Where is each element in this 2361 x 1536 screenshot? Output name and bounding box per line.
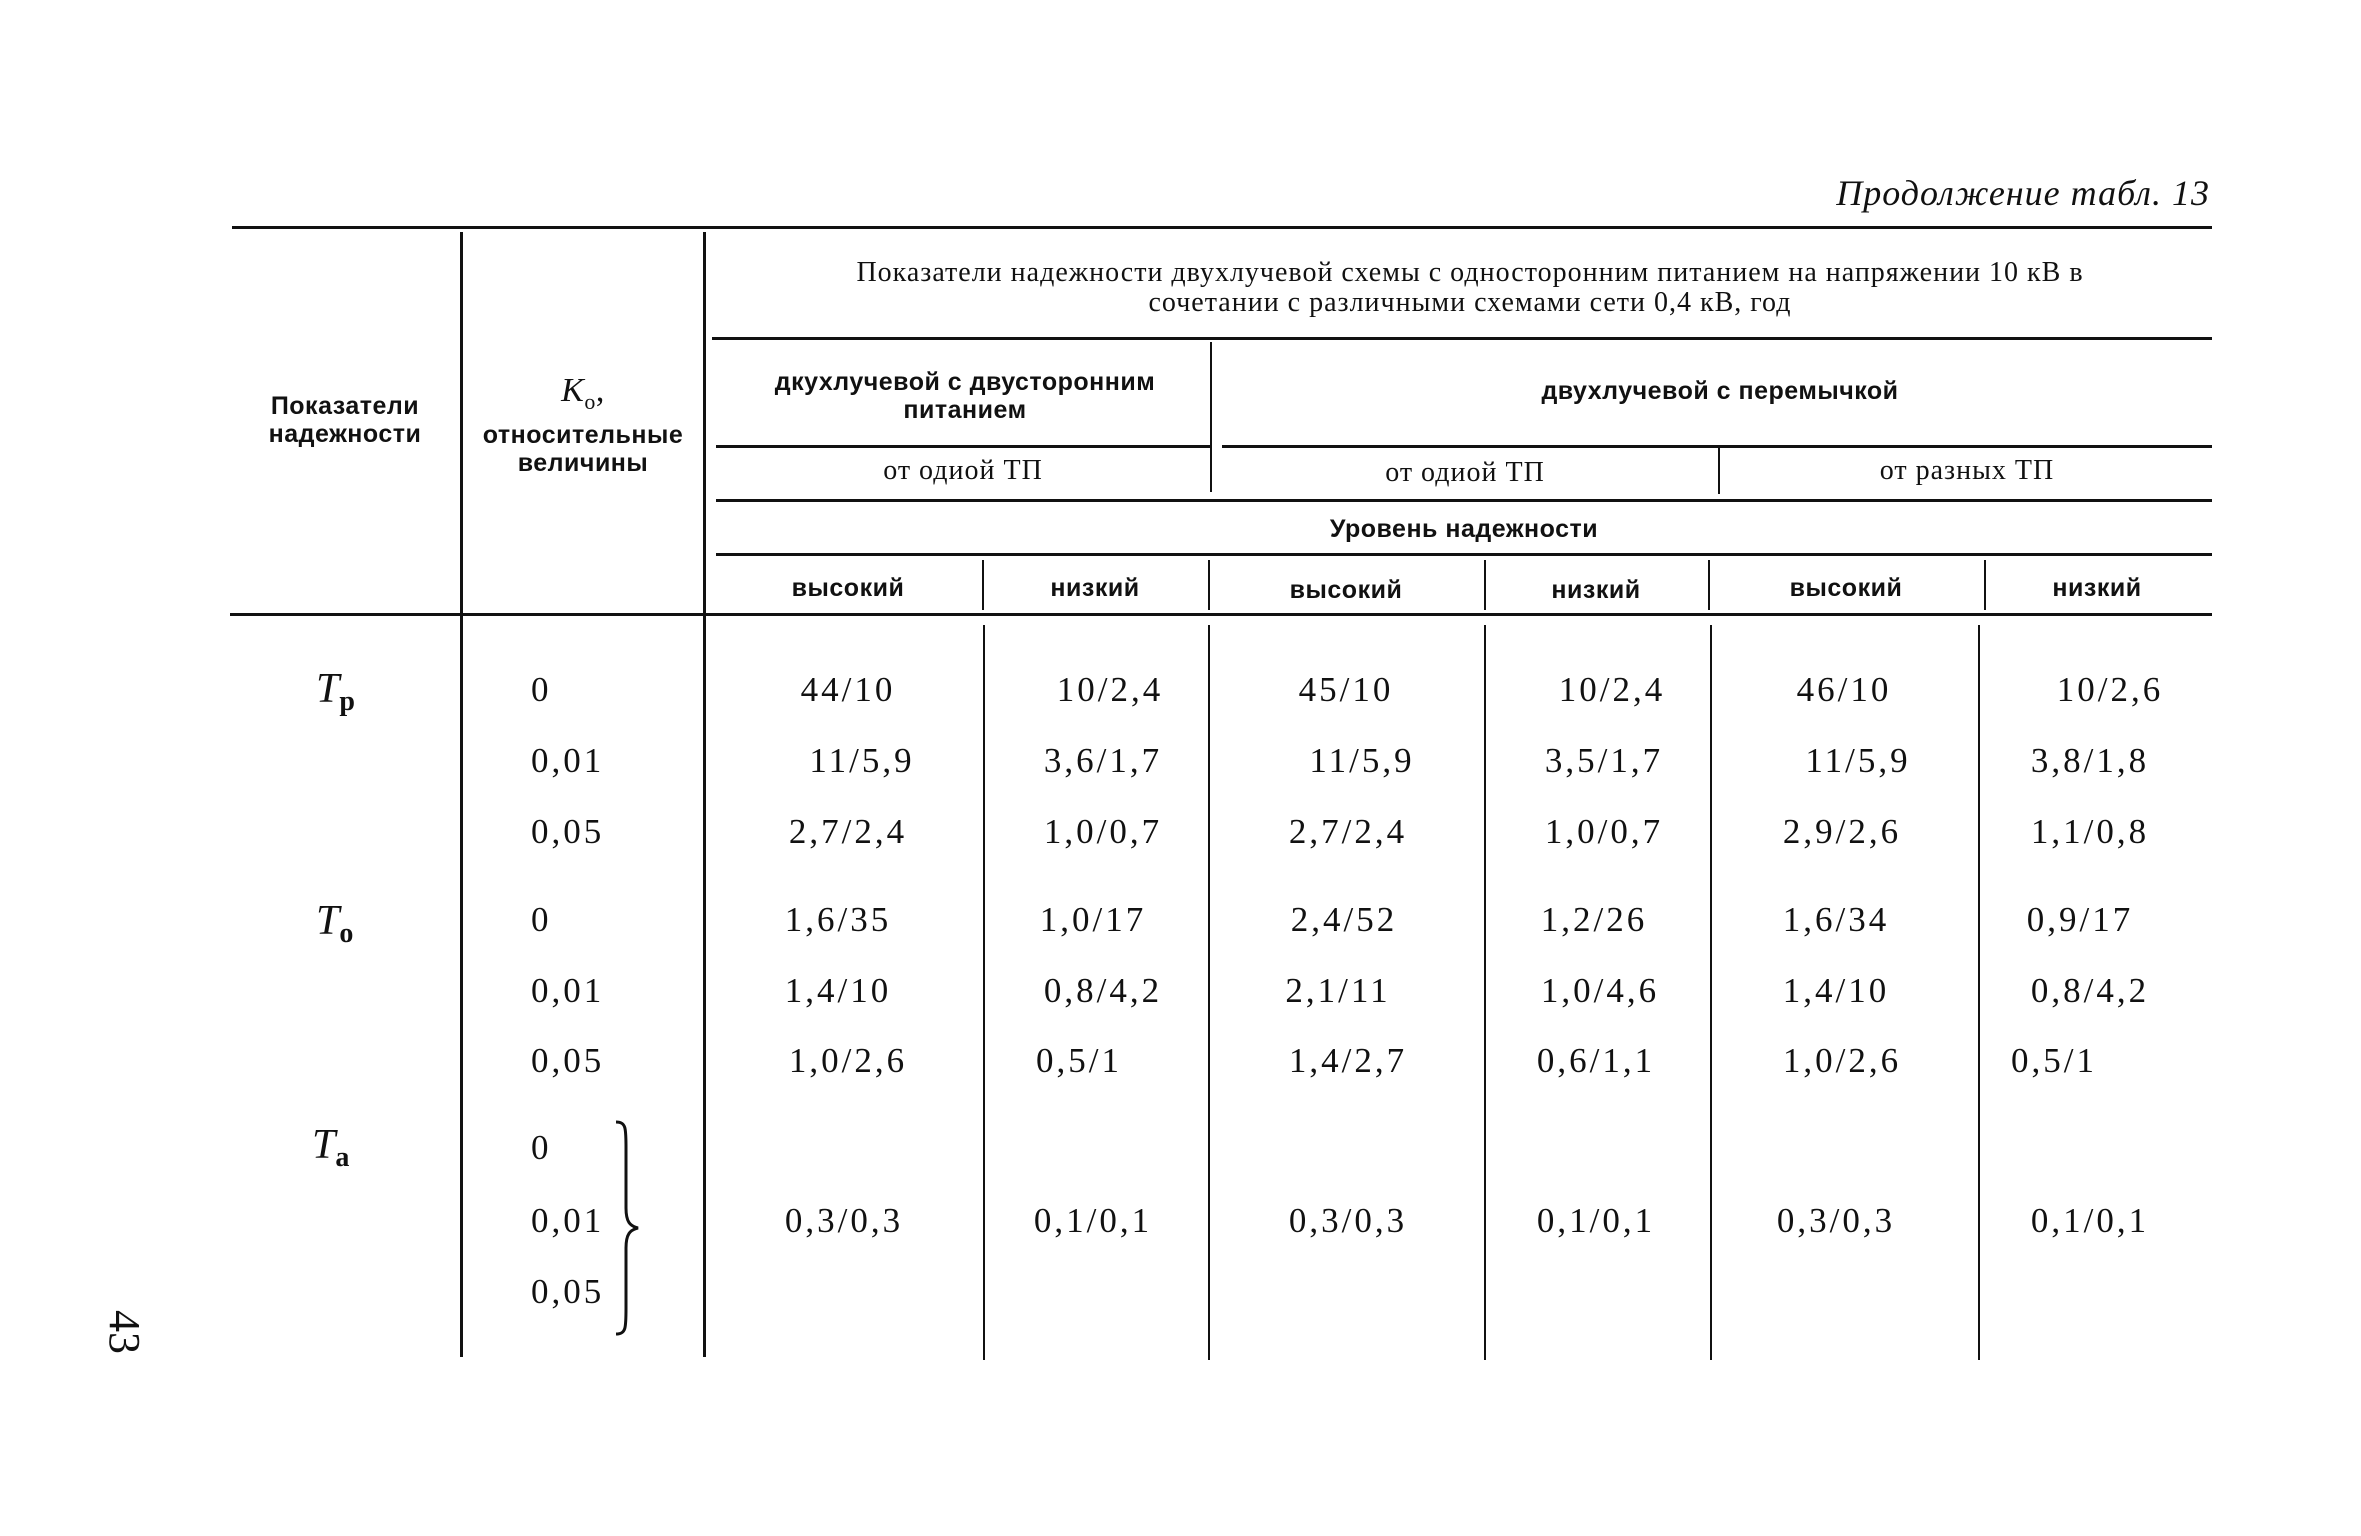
table-cell: 1,6/34: [1782, 900, 1890, 939]
table-caption: Продолжение табл. 13: [1836, 173, 2210, 213]
table-cell: 2,9/2,6: [1782, 812, 1902, 851]
table-cell: 1,0/4,6: [1540, 971, 1660, 1010]
table-cell: 0,8/4,2: [2030, 971, 2150, 1010]
table-cell: 44/10: [800, 670, 896, 709]
sub-b1-header: от одиой ТП: [1385, 457, 1545, 488]
table-cell: 1,4/2,7: [1288, 1041, 1408, 1080]
table-cell: 10/2,4: [1558, 670, 1666, 709]
indicator-tr-symbol: T: [316, 666, 340, 712]
table-cell: 0,3/0,3: [784, 1201, 904, 1240]
table-top-rule: [232, 226, 2212, 229]
indicator-tr: [316, 666, 355, 725]
level-col-4: низкий: [1551, 576, 1641, 604]
indicator-tr-sub: р: [339, 686, 355, 717]
indicator-ta-symbol: T: [312, 1122, 336, 1168]
table-cell: 0,5/1: [2011, 1041, 2097, 1080]
level-col-2: низкий: [1050, 574, 1140, 602]
table-cell: 3,6/1,7: [1043, 741, 1163, 780]
sub-b-divider: [1718, 448, 1720, 494]
indicator-to-sub: о: [339, 918, 354, 949]
k-value: 0,01: [531, 1201, 605, 1240]
body-col-divider-3: [1484, 625, 1486, 1360]
k-subscript: о: [584, 388, 596, 414]
table-cell: 0,1/0,1: [2030, 1201, 2150, 1240]
page-number: 43: [100, 1310, 149, 1354]
title-under-rule: [712, 337, 2212, 340]
table-cell: 0,1/0,1: [1536, 1201, 1656, 1240]
table-cell: 11/5,9: [1309, 741, 1415, 780]
level-col-3: высокий: [1289, 576, 1403, 604]
indicator-ta-sub: а: [335, 1142, 350, 1173]
k-comma: ,: [595, 372, 605, 409]
table-cell: 1,0/2,6: [788, 1041, 908, 1080]
k-value: 0,01: [531, 741, 605, 780]
table-cell: 1,4/10: [1782, 971, 1890, 1010]
table-cell: 0,5/1: [1036, 1041, 1122, 1080]
group-a-under-rule: [716, 445, 1210, 448]
table-cell: 0,3/0,3: [1776, 1201, 1896, 1240]
table-cell: 1,0/0,7: [1043, 812, 1163, 851]
level-col-5: высокий: [1789, 574, 1903, 602]
table-cell: 46/10: [1796, 670, 1892, 709]
indicator-ta: [312, 1122, 349, 1181]
table-cell: 1,0/0,7: [1544, 812, 1664, 851]
sub-b2-header: от разных ТП: [1879, 455, 2055, 486]
table-cell: 0,1/0,1: [1033, 1201, 1153, 1240]
body-col-divider-5: [1978, 625, 1980, 1360]
table-cell: 2,7/2,4: [788, 812, 908, 851]
col1-divider: [460, 232, 463, 1357]
k-symbol: K: [561, 372, 585, 409]
table-cell: 1,0/2,6: [1782, 1041, 1902, 1080]
table-cell: 1,6/35: [784, 900, 892, 939]
k-column-text: относительные величины: [482, 420, 684, 477]
table-cell: 10/2,4: [1056, 670, 1164, 709]
k-value: 0,05: [531, 1041, 605, 1080]
main-header-title: Показатели надежности двухлучевой схемы с односторонним питанием на напряжении 10 кВ в сочетании с различными схемами сети 0,4 кВ, год: [856, 257, 2084, 318]
col2-divider: [703, 232, 706, 1357]
table-cell: 1,1/0,8: [2030, 812, 2150, 851]
k-value: 0,05: [531, 812, 605, 851]
table-cell: 0,9/17: [2026, 900, 2134, 939]
indicator-to-symbol: T: [316, 898, 340, 944]
table-cell: 2,7/2,4: [1288, 812, 1408, 851]
table-cell: 2,1/11: [1285, 971, 1391, 1010]
reliability-level-header: Уровень надежности: [1329, 515, 1599, 543]
header-bottom-rule: [230, 613, 2212, 616]
level-under-rule: [716, 553, 2212, 556]
level-col-6: низкий: [2052, 574, 2142, 602]
k-value: 0: [531, 900, 552, 939]
table-cell: 3,5/1,7: [1544, 741, 1664, 780]
indicator-column-header: Показатели надежности: [268, 392, 422, 448]
k-column-header: [468, 372, 698, 477]
level-col-1: высокий: [791, 574, 905, 602]
k-value: 0: [531, 1128, 552, 1167]
right-brace-icon: [612, 1118, 642, 1338]
table-cell: 1,0/17: [1039, 900, 1147, 939]
table-cell: 0,8/4,2: [1043, 971, 1163, 1010]
indicator-to: [316, 898, 353, 957]
table-cell: 45/10: [1298, 670, 1394, 709]
body-col-divider-1: [983, 625, 985, 1360]
table-cell: 11/5,9: [809, 741, 915, 780]
table-cell: 1,4/10: [784, 971, 892, 1010]
table-cell: 1,2/26: [1540, 900, 1648, 939]
group-ab-divider: [1210, 342, 1212, 492]
table-cell: 2,4/52: [1290, 900, 1398, 939]
table-cell: 10/2,6: [2056, 670, 2164, 709]
table-cell: 11/5,9: [1805, 741, 1911, 780]
table-cell: 0,3/0,3: [1288, 1201, 1408, 1240]
table-cell: 0,6/1,1: [1536, 1041, 1656, 1080]
sub-a-header: от одиой ТП: [883, 455, 1043, 486]
sub-under-rule: [716, 499, 2212, 502]
group-b-under-rule: [1222, 445, 2212, 448]
k-value: 0: [531, 670, 552, 709]
k-value: 0,05: [531, 1272, 605, 1311]
table-cell: 3,8/1,8: [2030, 741, 2150, 780]
group-a-header: дкухлучевой с двусторонним питанием: [774, 368, 1156, 424]
k-value: 0,01: [531, 971, 605, 1010]
group-b-header: двухлучевой с перемычкой: [1541, 377, 1899, 405]
